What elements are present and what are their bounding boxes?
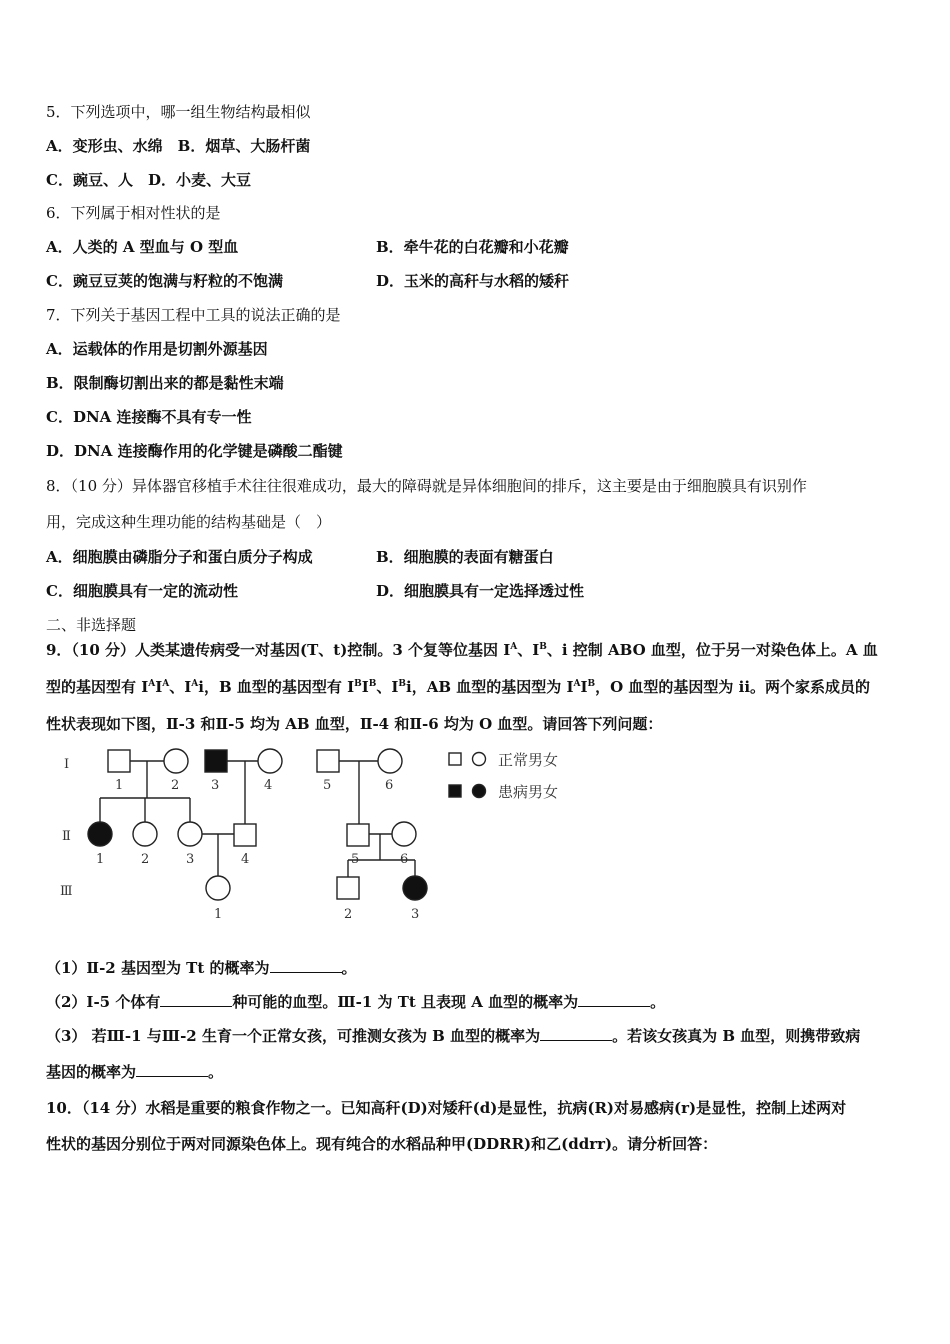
q6-option-a[interactable]: A．人类的 A 型血与 O 型血 (46, 238, 239, 256)
q9-sub1: （1）Ⅱ-2 基因型为 Tt 的概率为 。 (46, 959, 357, 977)
label-I5: 5 (323, 778, 332, 793)
answer-blank[interactable] (578, 992, 650, 1007)
q8-option-b[interactable]: B．细胞膜的表面有糖蛋白 (376, 548, 554, 566)
pedigree-II6-normal-female (392, 822, 416, 846)
pedigree-III2-normal-male (337, 877, 359, 899)
q6-option-c[interactable]: C．豌豆豆荚的饱满与籽粒的不饱满 (46, 272, 283, 290)
legend-affected-male-icon (449, 785, 461, 797)
q10-stem-line1: 10．（14 分）水稻是重要的粮食作物之一。已知高秆(D)对矮秆(d)是显性，抗病(R)对易感病(r)是显性，控制上述两对 (46, 1099, 847, 1117)
answer-blank[interactable] (160, 992, 232, 1007)
q7-stem: 7．下列关于基因工程中工具的说法正确的是 (46, 306, 341, 324)
q6-stem: 6．下列属于相对性状的是 (46, 204, 221, 222)
legend-normal-male-icon (449, 753, 461, 765)
pedigree-I3-affected-male (205, 750, 227, 772)
q8-stem-line2: 用，完成这种生理功能的结构基础是（ ） (46, 513, 332, 531)
pedigree-I6-normal-female (378, 749, 402, 773)
q6-option-d[interactable]: D．玉米的高秆与水稻的矮秆 (376, 272, 570, 290)
pedigree-II5-normal-male (347, 824, 369, 846)
q7-option-b[interactable]: B．限制酶切割出来的都是黏性末端 (46, 374, 284, 392)
label-I6: 6 (385, 778, 394, 793)
q6-option-b[interactable]: B．牵牛花的白花瓣和小花瓣 (376, 238, 569, 256)
section-heading: 二、非选择题 (46, 616, 137, 634)
q9-sub2: （2）Ⅰ-5 个体有 种可能的血型。Ⅲ-1 为 Tt 且表现 A 血型的概率为 。 (46, 993, 666, 1011)
q8-option-a[interactable]: A．细胞膜由磷脂分子和蛋白质分子构成 (46, 548, 313, 566)
label-I2: 2 (171, 778, 180, 793)
pedigree-III1-normal-female (206, 876, 230, 900)
label-II2: 2 (141, 852, 150, 867)
answer-blank[interactable] (136, 1062, 208, 1077)
legend-affected-female-icon (473, 785, 486, 798)
q8-option-d[interactable]: D．细胞膜具有一定选择透过性 (376, 582, 585, 600)
q8-option-c[interactable]: C．细胞膜具有一定的流动性 (46, 582, 238, 600)
pedigree-diagram (40, 740, 600, 930)
gen-label-I: Ⅰ (64, 757, 70, 772)
q8-stem-line1: 8．（10 分）异体器官移植手术往往很难成功，最大的障碍就是异体细胞间的排斥，这主要是由于细胞膜具有识别作 (46, 477, 807, 495)
legend-normal-label: 正常男女 (498, 751, 559, 769)
pedigree-III3-affected-female (403, 876, 427, 900)
legend-normal-female-icon (473, 753, 486, 766)
pedigree-II2-normal-female (133, 822, 157, 846)
label-II1: 1 (96, 852, 105, 867)
label-I3: 3 (211, 778, 220, 793)
answer-blank[interactable] (540, 1026, 612, 1041)
label-III1: 1 (214, 907, 223, 922)
label-II3: 3 (186, 852, 195, 867)
q10-stem-line2: 性状的基因分别位于两对同源染色体上。现有纯合的水稻品种甲(DDRR)和乙(ddrr)。请分析回答： (46, 1135, 718, 1153)
label-II4: 4 (241, 852, 250, 867)
legend-affected-label: 患病男女 (498, 783, 559, 801)
pedigree-I5-normal-male (317, 750, 339, 772)
label-III3: 3 (411, 907, 420, 922)
pedigree-I2-normal-female (164, 749, 188, 773)
q5-options-row2[interactable]: C．豌豆、人 D．小麦、大豆 (46, 171, 251, 189)
q7-option-a[interactable]: A．运载体的作用是切割外源基因 (46, 340, 268, 358)
label-I4: 4 (264, 778, 273, 793)
q7-option-d[interactable]: D．DNA 连接酶作用的化学键是磷酸二酯键 (46, 442, 343, 460)
q5-stem: 5．下列选项中，哪一组生物结构最相似 (46, 103, 311, 121)
answer-blank[interactable] (270, 958, 342, 973)
label-II6: 6 (400, 852, 409, 867)
label-II5: 5 (351, 852, 360, 867)
q9-sub3-cont: 基因的概率为 。 (46, 1063, 224, 1081)
label-III2: 2 (344, 907, 353, 922)
label-I1: 1 (115, 778, 124, 793)
q5-options-row1[interactable]: A．变形虫、水绵 B．烟草、大肠杆菌 (46, 137, 311, 155)
pedigree-I4-normal-female (258, 749, 282, 773)
q7-option-c[interactable]: C．DNA 连接酶不具有专一性 (46, 408, 252, 426)
q9-stem-line2: 型的基因型有 $I^AI^A$、$I^Ai$，B 血型的基因型有 $I^BI^B$、$I^Bi$，AB 血型的基因型为 $I^AI^B$，O 血型的基因型为 ii。两个家系成员的 (46, 678, 871, 696)
pedigree-II3-normal-female (178, 822, 202, 846)
q9-stem-line3: 性状表现如下图，Ⅱ-3 和Ⅱ-5 均为 AB 血型，Ⅱ-4 和Ⅱ-6 均为 O 血型。请回答下列问题： (46, 715, 663, 733)
q9-sub3: （3） 若Ⅲ-1 与Ⅲ-2 生育一个正常女孩，可推测女孩为 B 血型的概率为 。若该女孩真为 B 血型，则携带致病 (46, 1027, 861, 1045)
gen-label-III: Ⅲ (60, 884, 73, 899)
q9-stem-line1: 9．（10 分）人类某遗传病受一对基因(T、t)控制。3 个复等位基因 $I^A$、$I^B$、i 控制 ABO 血型，位于另一对染色体上。A 血 (46, 641, 878, 659)
gen-label-II: Ⅱ (62, 829, 71, 844)
pedigree-II4-normal-male (234, 824, 256, 846)
pedigree-I1-normal-male (108, 750, 130, 772)
pedigree-II1-affected-female (88, 822, 112, 846)
